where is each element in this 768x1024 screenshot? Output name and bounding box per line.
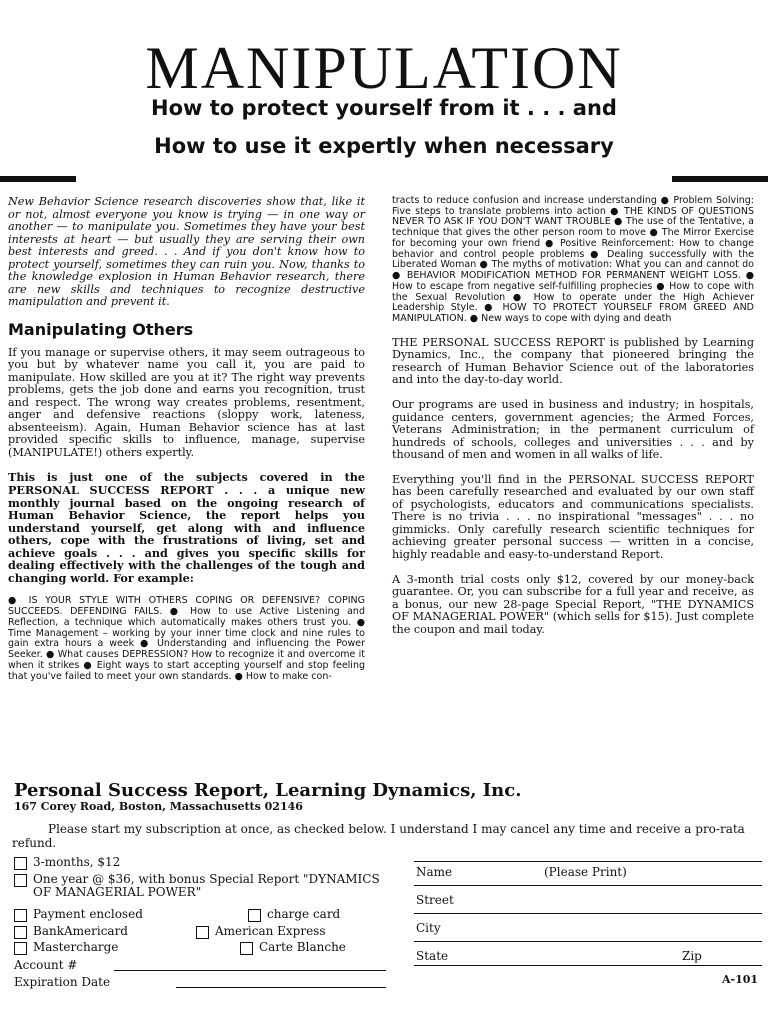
trial-offer-paragraph: A 3-month trial costs only $12, covered by our money-back guarantee. Or, you can subscribe for a full year and receive, as a bonus, our new 28-page Special Report, "THE DYNAMICS OF MANAGERIAL POWER" (which sells for $15). Just complete the coupon and mail today. [392,572,754,636]
option-label: charge card [267,907,341,921]
city-label: City [416,921,441,935]
expiration-label: Expiration Date [14,975,111,989]
state-zip-input[interactable] [414,965,762,966]
coupon-title: Personal Success Report, Learning Dynamics, Inc. [14,780,522,801]
option-3-months[interactable] [14,856,120,870]
option-carte-blanche[interactable] [240,941,346,955]
option-label: 3-months, $12 [33,855,121,869]
decorative-rule-right [672,176,768,182]
report-paragraph: This is just one of the subjects covered in the PERSONAL SUCCESS REPORT . . . a unique new monthly journal based on the ongoing research of Human Behavior Science, the report helps you understand yourself, get along with and influence others, cope with the frustrations of living, set and achieve goals . . . and gives you specific skills for dealing effectively with the challenges of the tough and changing world. For example: [8,470,365,585]
coupon-instructions: Please start my subscription at once, as checked below. I understand I may cancel any time and receive a pro-rata refund. [12,822,745,851]
checkbox[interactable] [14,909,27,922]
headline-subtitle-2: How to use it expertly when necessary [154,134,614,158]
checkbox[interactable] [240,942,253,955]
option-bankamericard[interactable] [14,925,128,939]
right-column [392,196,754,648]
checkbox[interactable] [14,926,27,939]
programs-paragraph: Our programs are used in business and industry; in hospitals, guidance centers, government agencies; the Armed Forces, Veterans Administration; in the permanent curriculum of hundreds of schools, colleges and universities . . . and by thousand of men and women in all walks of life. [392,398,754,462]
left-column [8,196,365,694]
option-american-express[interactable] [196,925,326,939]
topics-list: ● IS YOUR STYLE WITH OTHERS COPING OR DEFENSIVE? COPING SUCCEEDS. DEFENDING FAILS. ● How to use Active Listening and Reflection, a technique which automatically makes others trust you. ● Time Management – working by your inner time clock and nine rules to gain extra hours a week ● Understanding and influencing the Power Seeker. ● What causes DEPRESSION? How to recognize it and overcome it when it strikes ● Eight ways to start accepting yourself and stop feeling that you've failed to meet your own standards. ● How to make con- [8,595,365,682]
coupon-code: A-101 [722,973,759,986]
checkbox[interactable] [196,926,209,939]
checkbox[interactable] [248,909,261,922]
option-mastercharge[interactable] [14,941,118,955]
checkbox[interactable] [14,857,27,870]
option-label: Mastercharge [33,940,119,954]
please-print-note: (Please Print) [544,865,627,879]
decorative-rule-left [0,176,76,182]
name-label: Name [416,865,453,879]
zip-label: Zip [682,949,702,963]
street-label: Street [416,893,454,907]
checkbox[interactable] [14,942,27,955]
expiration-input[interactable] [176,987,386,988]
option-one-year[interactable] [14,873,394,899]
form-top-line [414,861,762,862]
state-label: State [416,949,449,963]
option-label: Carte Blanche [259,940,346,954]
intro-paragraph: New Behavior Science research discoveries show that, like it or not, almost everyone you know is trying — in one way or another — to manipulate you. Sometimes they have your best interests at heart — but usually they are serving their own best interests and greed. . . And if you don't know how to protect yourself, sometimes they can ruin you. Now, thanks to the knowledge explosion in Human Behavior research, there are new skills and techniques to recognize destructive manipulation and prevent it. [8,195,365,309]
topics-list-continued: tracts to reduce confusion and increase understanding ● Problem Solving: Five steps to translate problems into action ● THE KINDS OF QUESTIONS NEVER TO ASK IF YOU DON'T WANT TROUBLE ● The use of the Tentative, a technique that gives the other person room to move ● The Mirror Exercise for becoming your own friend ● Positive Reinforcement: How to change behavior and control people problems ● Dealing successfully with the Liberated Woman ● The myths of motivation: What you can and cannot do ● BEHAVIOR MODIFICATION METHOD FOR PERMANENT WEIGHT LOSS. ● How to escape from negative self-fulfilling prophecies ● How to cope with the Sexual Revolution ● How to operate under the High Achiever Leadership Style. ● HOW TO PROTECT YOURSELF FROM GREED AND MANIPULATION. ● New ways to cope with dying and death [392,195,754,325]
publisher-paragraph: THE PERSONAL SUCCESS REPORT is published by Learning Dynamics, Inc., the company that pioneered bringing the research of Human Behavior Science out of the laboratories and into the day-to-day world. [392,335,754,387]
option-label: Payment enclosed [33,907,143,921]
coupon-address: 167 Corey Road, Boston, Massachusetts 02146 [14,800,303,813]
option-payment-enclosed[interactable] [14,908,143,922]
city-input[interactable] [414,941,762,942]
option-label: BankAmericard [33,924,128,938]
headline-title: MANIPULATION [145,35,623,101]
managing-paragraph: If you manage or supervise others, it may seem outrageous to you but by whatever name you call it, you are paid to manipulate. How skilled are you at it? The right way prevents problems, gets the job done and earns you recognition, trust and respect. The wrong way creates problems, resentment, anger and defensive reactions (sloppy work, lateness, absenteeism). Again, Human Behavior science has at last provided specific skills to influence, manage, supervise (MANIPULATE!) others expertly. [8,345,365,459]
option-charge-card[interactable] [248,908,340,922]
name-input[interactable] [414,885,762,886]
street-input[interactable] [414,913,762,914]
option-label: American Express [215,924,326,938]
account-input[interactable] [114,970,386,971]
section-heading: Manipulating Others [8,319,194,339]
checkbox[interactable] [14,874,27,887]
research-paragraph: Everything you'll find in the PERSONAL SUCCESS REPORT has been carefully researched and evaluated by our own staff of psychologists, educators and communications specialists. There is no trivia . . . no inspirational "messages" . . . no gimmicks. Only carefully research scientific techniques for achieving greater personal success — written in a concise, highly readable and easy-to-understand Report. [392,472,754,562]
option-label: One year @ $36, with bonus Special Report "DYNAMICS OF MANAGERIAL POWER" [33,872,380,900]
account-label: Account # [14,958,78,972]
headline-subtitle-1: How to protect yourself from it . . . and [151,96,617,120]
